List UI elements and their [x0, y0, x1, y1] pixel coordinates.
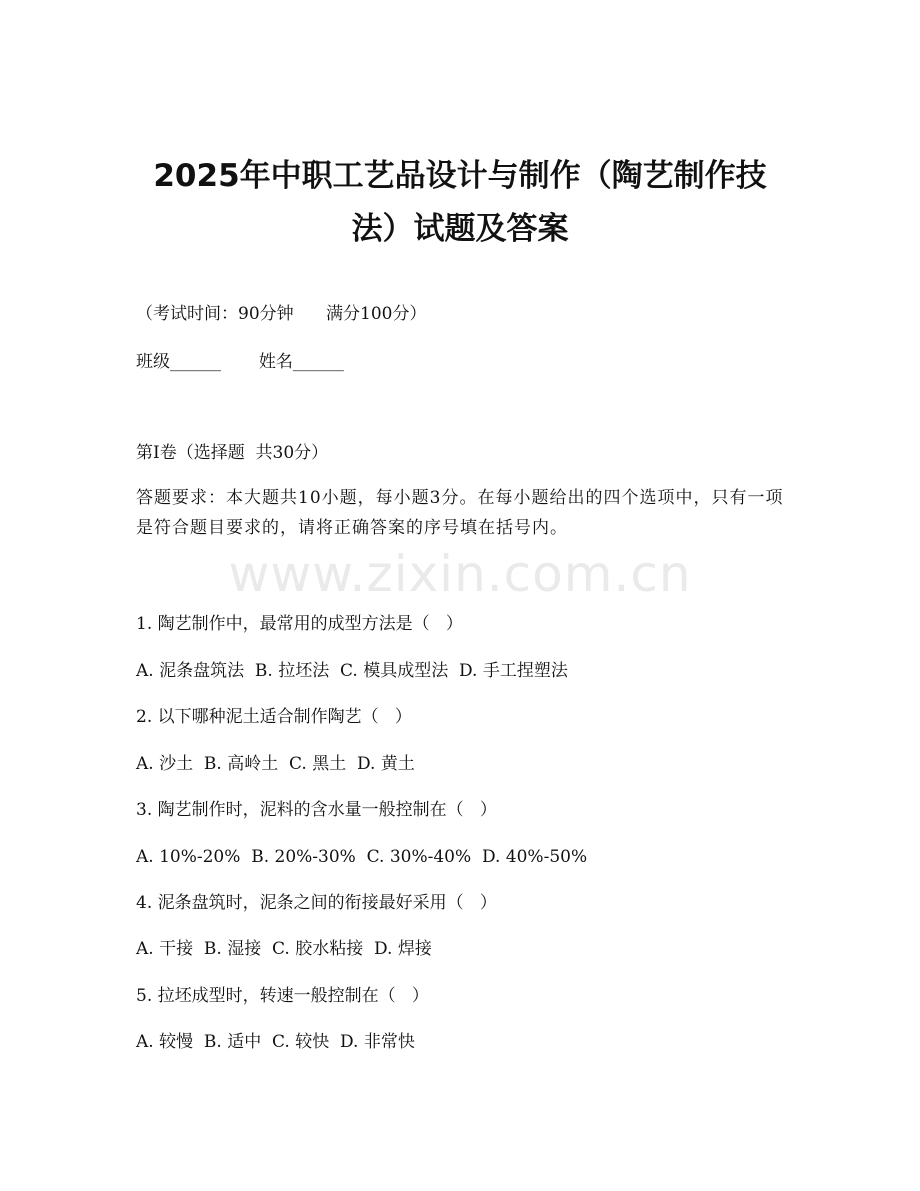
question-2-options: A. 沙土 B. 高岭土 C. 黑土 D. 黄土	[136, 754, 415, 774]
question-3: 3. 陶艺制作时，泥料的含水量一般控制在（ ）	[136, 800, 497, 820]
question-2: 2. 以下哪种泥土适合制作陶艺（ ）	[136, 707, 412, 727]
document-title	[0, 150, 920, 256]
section-heading: 第I卷（选择题 共30分）	[136, 443, 329, 463]
class-name-fields: 班级______ 姓名______	[136, 352, 344, 372]
question-4-options: A. 干接 B. 湿接 C. 胶水粘接 D. 焊接	[136, 939, 432, 959]
exam-info: （考试时间：90分钟 满分100分）	[136, 304, 427, 324]
watermark: www.zixin.com.cn	[228, 545, 692, 603]
instructions: 答题要求：本大题共10小题，每小题3分。在每小题给出的四个选项中，只有一项是符合题目要求的，请将正确答案的序号填在括号内。	[136, 488, 784, 538]
question-5-options: A. 较慢 B. 适中 C. 较快 D. 非常快	[136, 1032, 415, 1052]
title-line-2: 法）试题及答案	[351, 211, 569, 247]
title-line-1: 2025年中职工艺品设计与制作（陶艺制作技	[153, 158, 767, 194]
question-3-options: A. 10%-20% B. 20%-30% C. 30%-40% D. 40%-50%	[136, 847, 588, 867]
question-4: 4. 泥条盘筑时，泥条之间的衔接最好采用（ ）	[136, 893, 497, 913]
question-1-options: A. 泥条盘筑法 B. 拉坯法 C. 模具成型法 D. 手工捏塑法	[136, 661, 568, 681]
question-1: 1. 陶艺制作中，最常用的成型方法是（ ）	[136, 614, 463, 634]
question-5: 5. 拉坯成型时，转速一般控制在（ ）	[136, 986, 429, 1006]
